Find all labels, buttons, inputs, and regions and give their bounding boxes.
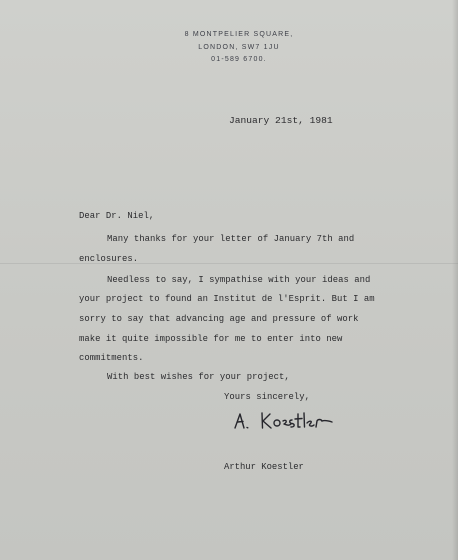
- body-line: With best wishes for your project,: [107, 372, 290, 382]
- body-line: Many thanks for your letter of January 7th and: [107, 234, 355, 244]
- signer-name: Arthur Koestler: [224, 462, 304, 472]
- closing: Yours sincerely,: [224, 392, 311, 402]
- body-line: enclosures.: [79, 254, 139, 264]
- letterhead: [150, 29, 328, 67]
- body-line: sorry to say that advancing age and pressure of work: [79, 314, 359, 324]
- paper-edge-shadow: [452, 0, 458, 560]
- letterhead-address-line2: LONDON, SW7 1JU: [198, 43, 280, 51]
- handwritten-signature: [232, 408, 342, 434]
- body-line: Needless to say, I sympathise with your ideas and: [107, 275, 371, 285]
- body-line: commitments.: [79, 353, 144, 363]
- body-line: your project to found an Institut de l'Esprit. But I am: [79, 294, 375, 304]
- letter-date: January 21st, 1981: [229, 115, 333, 126]
- salutation: Dear Dr. Niel,: [79, 211, 155, 221]
- paper-fold-line: [0, 263, 458, 264]
- letterhead-phone: 01-589 6700.: [211, 56, 267, 63]
- letterhead-address-line1: 8 MONTPELIER SQUARE,: [184, 31, 294, 38]
- body-line: make it quite impossible for me to enter into new: [79, 334, 343, 344]
- signature-drawing: [232, 408, 342, 434]
